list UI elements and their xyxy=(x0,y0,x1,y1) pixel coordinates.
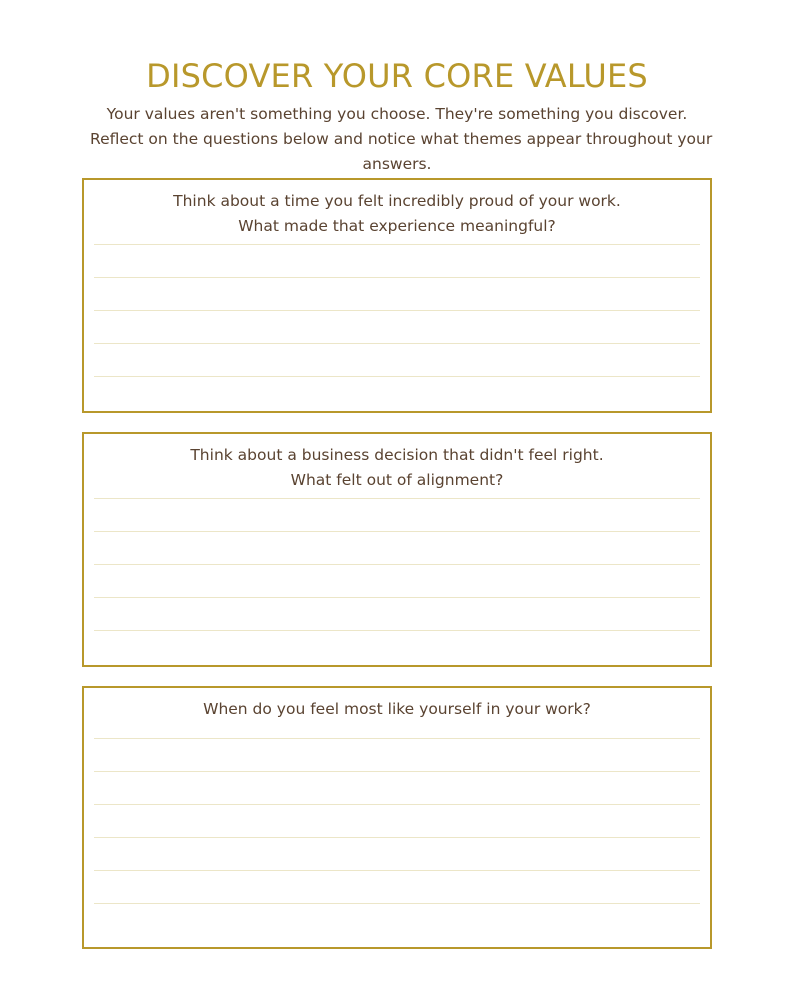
intro-line: Your values aren't something you choose. They're something you discover. xyxy=(106,105,688,123)
intro-line: Reflect on the questions below and notice what themes appear throughout your xyxy=(90,130,713,148)
prompt-question-line: Think about a time you felt incredibly proud of your work. xyxy=(173,192,621,210)
intro-line: answers. xyxy=(362,155,432,173)
intro-text xyxy=(90,102,713,177)
prompt-question-line: When do you feel most like yourself in your work? xyxy=(203,700,591,718)
answer-line[interactable] xyxy=(94,903,700,904)
answer-line[interactable] xyxy=(94,564,700,565)
answer-line[interactable] xyxy=(94,277,700,278)
answer-line[interactable] xyxy=(94,498,700,499)
prompt-question xyxy=(84,443,710,493)
prompt-card-misaligned-decision xyxy=(82,432,712,667)
prompt-question-line: What made that experience meaningful? xyxy=(238,217,556,235)
answer-line[interactable] xyxy=(94,870,700,871)
prompt-question-line: What felt out of alignment? xyxy=(290,471,504,489)
answer-line[interactable] xyxy=(94,310,700,311)
answer-line[interactable] xyxy=(94,244,700,245)
page-title: DISCOVER YOUR CORE VALUES xyxy=(146,57,648,95)
prompt-question xyxy=(84,697,710,722)
answer-line[interactable] xyxy=(94,837,700,838)
prompt-question-line: Think about a business decision that didn't feel right. xyxy=(190,446,604,464)
answer-line[interactable] xyxy=(94,343,700,344)
answer-line[interactable] xyxy=(94,738,700,739)
prompt-card-proud-work xyxy=(82,178,712,413)
prompt-question xyxy=(84,189,710,239)
answer-line[interactable] xyxy=(94,630,700,631)
answer-line[interactable] xyxy=(94,804,700,805)
answer-line[interactable] xyxy=(94,376,700,377)
answer-line[interactable] xyxy=(94,597,700,598)
prompt-card-feel-like-yourself xyxy=(82,686,712,949)
answer-line[interactable] xyxy=(94,531,700,532)
answer-line[interactable] xyxy=(94,771,700,772)
